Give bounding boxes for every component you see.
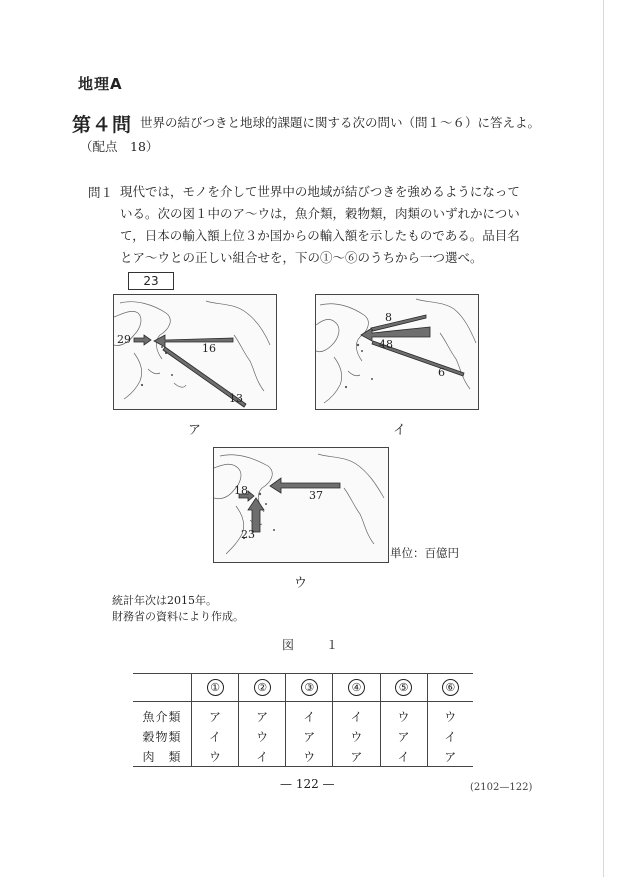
table-cell: イ [209,729,222,744]
map-i-value-3: 6 [438,366,445,379]
map-a-value-1: 29 [117,333,131,346]
option-1-header[interactable]: ① [192,674,239,702]
map-u-value-1: 18 [234,484,248,497]
map-i-value-1: 8 [385,311,392,324]
sub-question-text [120,181,520,291]
table-cell: ウ [333,726,380,746]
map-u-label: ウ [294,576,308,591]
figure-notes [112,593,244,625]
question-points: （配点 18） [80,139,159,154]
table-cell: イ [380,746,427,767]
table-cell: ウ [286,746,333,767]
option-2-header[interactable]: ② [239,674,286,702]
table-cell: ウ [192,746,239,767]
answer-box[interactable]: 23 [128,272,174,290]
table-cell: イ [239,746,286,767]
map-i-label: イ [393,423,407,438]
table-cell: イ [427,726,473,746]
table-cell: ア [239,702,286,727]
option-5-header[interactable]: ⑤ [380,674,427,702]
map-a [113,294,277,410]
map-i-value-2: 48 [379,338,393,351]
map-a-label: ア [188,423,202,438]
table-row [133,726,473,746]
corner-cell [133,674,192,702]
sub-question-label: 問１ [88,185,114,200]
table-cell: ア [427,746,473,767]
options-table [133,673,473,767]
subject-title: 地理A [78,75,123,93]
note-year: 統計年次は2015年。 [112,594,217,607]
row-label-meat: 肉 類 [133,746,192,767]
option-4-header[interactable]: ④ [333,674,380,702]
table-cell: イ [286,702,333,727]
options-header-row [133,674,473,702]
map-u-value-3: 23 [241,528,255,541]
option-6-header[interactable]: ⑥ [427,674,473,702]
map-u [213,447,389,563]
table-cell: ウ [380,702,427,727]
table-cell: ウ [427,702,473,727]
table-cell: イ [333,702,380,727]
table-cell: ア [380,726,427,746]
table-cell: ウ [239,726,286,746]
map-i-drawing [316,295,478,409]
question-intro: 世界の結びつきと地球的課題に関する次の問い（問１～６）に答えよ。 [140,115,541,130]
table-row [133,746,473,767]
page-edge [603,0,604,877]
table-cell: ア [286,726,333,746]
note-source: 財務省の資料により作成。 [112,610,244,623]
map-u-value-2: 37 [309,489,323,502]
page-code: (2102—122) [470,782,533,793]
map-i [315,294,479,410]
map-u-drawing [214,448,388,562]
table-row [133,702,473,727]
row-label-seafood: 魚介類 [133,702,192,727]
table-cell: ア [333,746,380,767]
question-number: 第４問 [72,114,133,136]
unit-label: 単位：百億円 [390,546,459,560]
map-a-drawing [114,295,276,409]
option-3-header[interactable]: ③ [286,674,333,702]
figure-caption: 図 １ [282,638,349,652]
table-cell: ア [192,702,239,727]
map-a-value-3: 13 [229,392,243,405]
sub-question-body: 現代では，モノを介して世界中の地域が結びつきを強めるようになっている。次の図１中のア～ウは，魚介類，穀物類，肉類のいずれかについて，日本の輸入額上位３か国からの輸入額を示したものである。品目名とア～ウとの正しい組合せを，下の①～⑥のうちから一つ選べ。 [120,184,520,265]
map-a-value-2: 16 [202,342,216,355]
row-label-grain: 穀物類 [133,726,192,746]
page-number: — 122 — [280,777,335,791]
